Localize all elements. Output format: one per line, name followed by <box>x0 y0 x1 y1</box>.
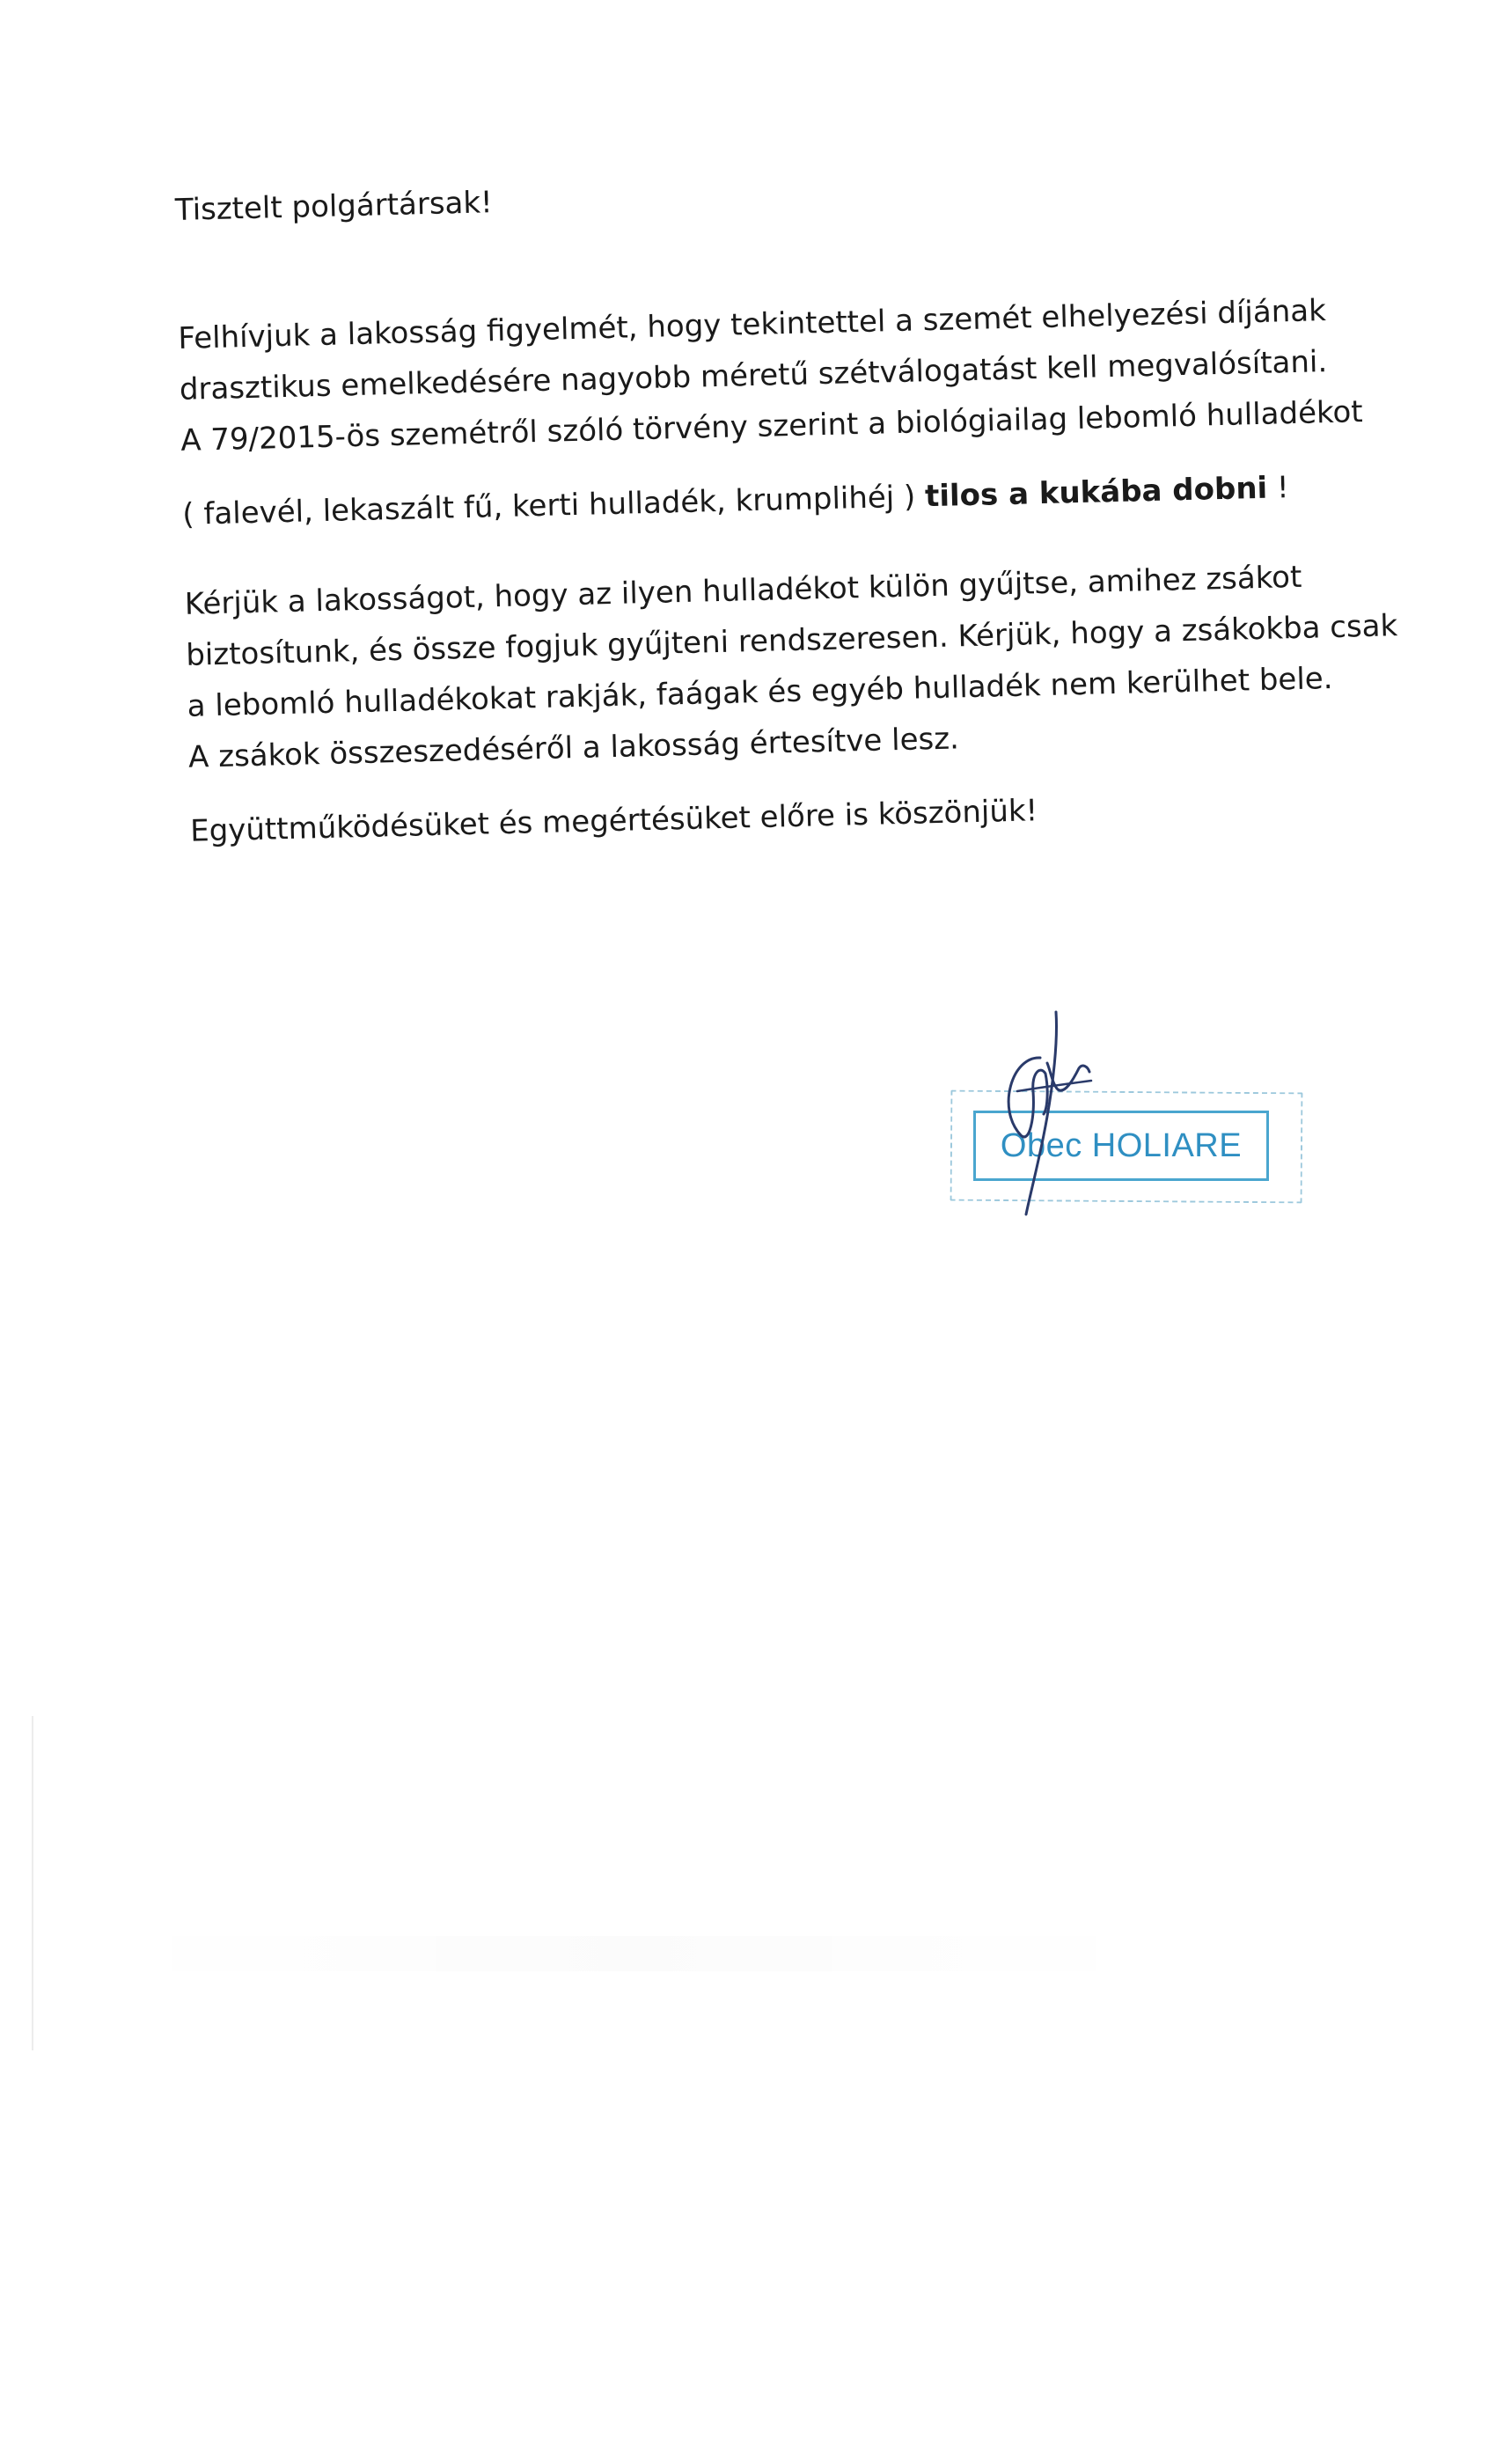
paragraph-3-line-3: a lebomló hulladékokat rakják, faágak és egyéb hulladék nem kerülhet bele. <box>187 661 1333 724</box>
handwritten-signature <box>942 959 1311 1223</box>
prohibition-emphasis: tilos a kukába dobni <box>924 470 1268 515</box>
paragraph-1-line-2: drasztikus emelkedésére nagyobb méretű szétválogatást kell megvalósítani. <box>179 344 1328 407</box>
paragraph-2-text: ( falevél, lekaszált fű, kerti hulladék, krumplihéj ) <box>181 479 926 532</box>
paragraph-1-line-1: Felhívjuk a lakosság figyelmét, hogy tekintettel a szemét elhelyezési díjának <box>178 293 1327 356</box>
paragraph-2-end: ! <box>1266 470 1290 506</box>
paragraph-2 <box>181 470 1290 532</box>
closing-line: Együttműködésüket és megértésüket előre is köszönjük! <box>189 793 1038 849</box>
letter-body <box>174 148 1398 849</box>
paragraph-3-line-2: biztosítunk, és össze fogjuk gyűjteni rendszeresen. Kérjük, hogy a zsákokba csak <box>185 608 1398 673</box>
scan-edge-artifact <box>32 1716 33 2050</box>
scan-smudge-artifact <box>106 1936 1162 1971</box>
signature-and-stamp <box>942 959 1311 1223</box>
stamp-text: Obec HOLIARE <box>1000 1126 1243 1164</box>
paragraph-1-line-3: A 79/2015-ös szemétről szóló törvény szerint a biológiailag lebomló hulladékot <box>180 394 1364 458</box>
paragraph-3-line-1: Kérjük a lakosságot, hogy az ilyen hulladékot külön gyűjtse, amihez zsákot <box>184 559 1302 622</box>
paragraph-3-line-4: A zsákok összeszedéséről a lakosság értesítve lesz. <box>187 721 960 775</box>
greeting: Tisztelt polgártársak! <box>174 185 494 228</box>
